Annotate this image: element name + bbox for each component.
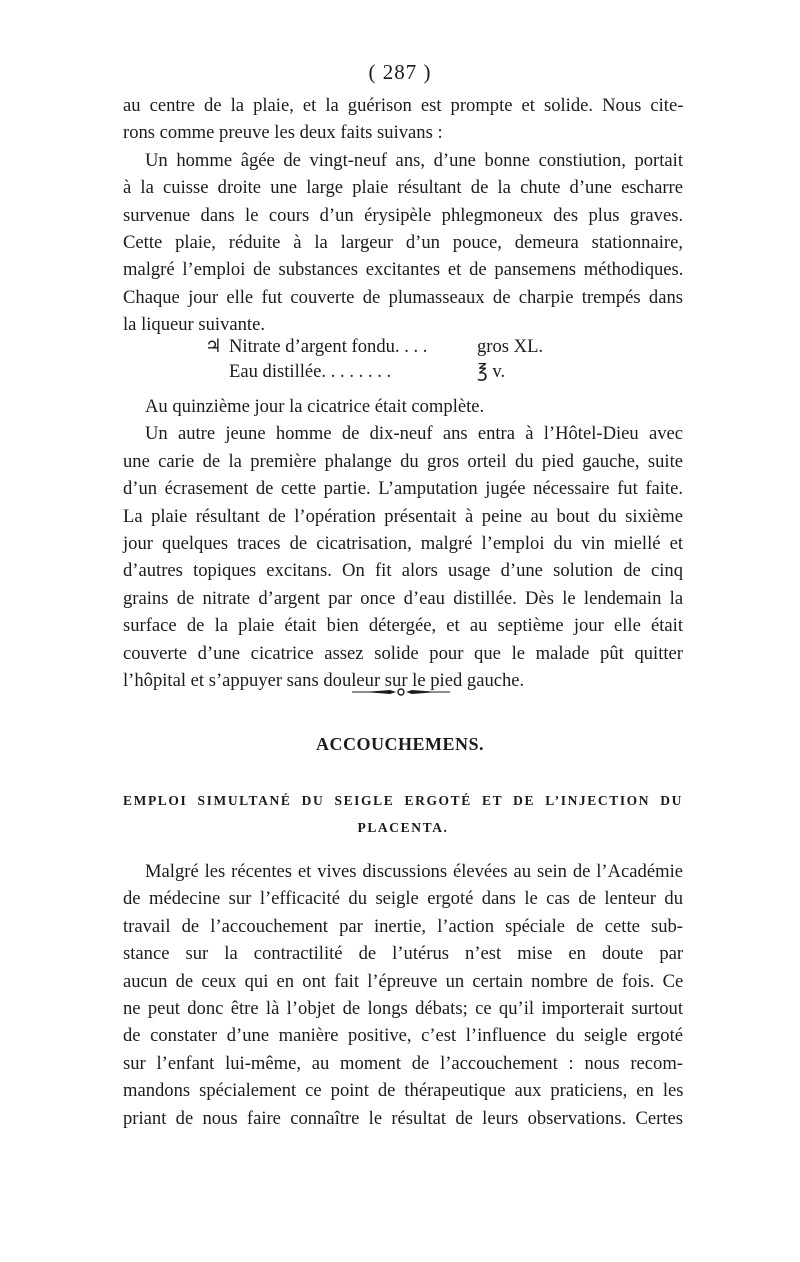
- text-line: travail de l’accouchement par inertie, l’action spéciale de cette sub-: [123, 915, 683, 937]
- text-line: Au quinzième jour la cicatrice était complète.: [145, 396, 485, 417]
- formula-ingredient: Eau distillée. . . . . . . .: [229, 361, 392, 382]
- text-line: Malgré les récentes et vives discussions élevées au sein de l’Académie: [145, 861, 683, 882]
- text-line: Cette plaie, réduite à la largeur d’un pouce, demeura stationnaire,: [123, 231, 683, 253]
- paragraph-block-3: [123, 858, 683, 1132]
- formula-line-2: [205, 358, 505, 385]
- text-line: aucun de ceux qui en ont fait l’épreuve un certain nombre de fois. Ce: [123, 970, 684, 992]
- article-title-line-2: PLACENTA.: [357, 820, 449, 835]
- text-line: stance sur la contractilité de l’utérus n’est mise en doute par: [123, 943, 684, 965]
- text-line: Un autre jeune homme de dix-neuf ans entra à l’Hôtel-Dieu avec: [145, 423, 683, 445]
- text-line: couverte d’une cicatrice assez solide pour que le malade pût quitter: [123, 642, 683, 664]
- text-line: malgré l’emploi de substances excitantes et de pansemens méthodiques.: [123, 259, 684, 281]
- ornament-divider: [350, 686, 452, 698]
- paragraph-block-2: [123, 393, 683, 694]
- formula-dose: ℥ v.: [477, 361, 506, 382]
- text-line: surface de la plaie était bien détergée, et au septième jour elle était: [123, 615, 683, 637]
- text-line: la liqueur suivante.: [123, 314, 265, 336]
- text-line: une carie de la première phalange du gros orteil du pied gauche, suite: [123, 450, 683, 472]
- page-number: ( 287 ): [368, 60, 432, 84]
- text-line: au centre de la plaie, et la guérison est prompte et solide. Nous cite-: [123, 95, 684, 116]
- article-title-line-1: EMPLOI SIMULTANÉ DU SEIGLE ERGOTÉ ET DE L’INJECTION DU: [123, 793, 683, 808]
- text-line: priant de nous faire connaître le résultat de leurs observations. Certes: [123, 1107, 683, 1129]
- text-line: d’autres topiques excitans. On fit alors usage d’une solution de cinq: [123, 560, 683, 582]
- text-line: à la cuisse droite une large plaie résultant de la chute d’une escharre: [123, 177, 683, 199]
- text-line: La plaie résultant de l’opération présentait à peine au bout du sixième: [123, 505, 683, 527]
- paragraph-block-1: [123, 92, 683, 339]
- text-line: mandons spécialement ce point de thérapeutique aux praticiens, en les: [123, 1080, 684, 1102]
- text-line: de constater d’une manière positive, c’est l’influence du seigle ergoté: [123, 1025, 683, 1047]
- text-line: Un homme âgée de vingt-neuf ans, d’une bonne constiution, portait: [145, 149, 683, 171]
- formula-ingredient: Nitrate d’argent fondu. . . .: [229, 336, 428, 357]
- text-line: d’un écrasement de cette partie. L’amputation jugée nécessaire fut faite.: [123, 478, 683, 500]
- text-line: rons comme preuve les deux faits suivans :: [123, 122, 443, 144]
- formula-line-1: [205, 333, 543, 360]
- jupiter-symbol: ♃: [205, 336, 222, 357]
- text-line: grains de nitrate d’argent par once d’eau distillée. Dès le lendemain la: [123, 587, 684, 609]
- formula-dose: gros XL.: [477, 336, 544, 357]
- text-line: de médecine sur l’efficacité du seigle ergoté dans le cas de lenteur du: [123, 888, 683, 910]
- text-line: ne peut donc être là l’objet de longs débats; ce qu’il importerait surtout: [123, 997, 683, 1019]
- text-line: l’hôpital et s’appuyer sans douleur sur le pied gauche.: [123, 669, 525, 691]
- section-heading: ACCOUCHEMENS.: [315, 734, 484, 754]
- text-line: jour quelques traces de cicatrisation, malgré l’emploi du vin miellé et: [123, 532, 683, 554]
- text-line: Chaque jour elle fut couverte de plumasseaux de charpie trempés dans: [123, 286, 683, 308]
- text-line: survenue dans le cours d’un érysipèle phlegmoneux des plus graves.: [123, 204, 684, 226]
- text-line: sur l’enfant lui-même, au moment de l’accouchement : nous recom-: [123, 1052, 683, 1074]
